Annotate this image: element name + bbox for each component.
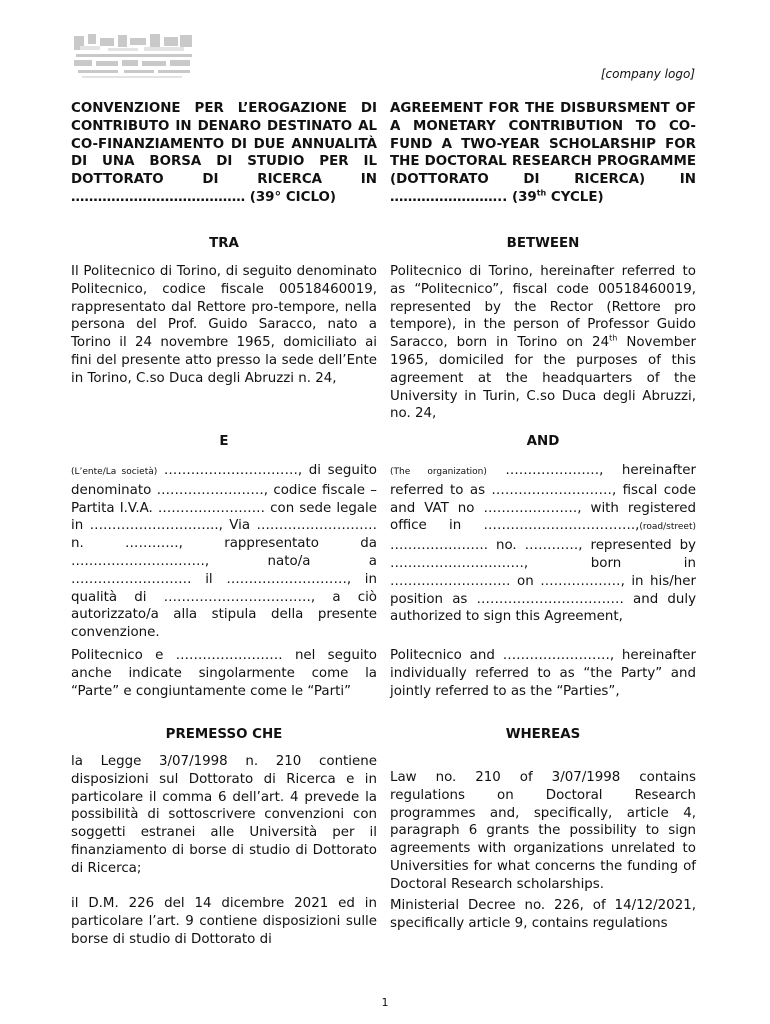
italian-entity-label: (L’ente/La società) (71, 467, 158, 477)
italian-heading-tra: TRA (209, 236, 239, 251)
english-law-paragraph: Law no. 210 of 3/07/1998 contains regulations on Doctoral Research programmes and, specifically, article 4, paragraph 6 grants the possibility to sign agreements with organizations unrelated to Universities for what concerns the funding of Doctoral Research scholarships. (390, 770, 696, 892)
italian-entity-text: …………………………, di seguito denominato ……………………, codice fiscale – Partita I.V.A. …………………… con sede legale in ……………………….., Via ……………………… n. …………, rappresentato da …………………………, nato/a a ……………………… il ………………………, in qualità di ……………………………, a ciò autorizzato/a alla stipula della presente convenzione. (71, 463, 377, 641)
english-organization-text-1: …………………, hereinafter referred to as ………………………, fiscal code and VAT no …………………, with registered office in ……………………………., (390, 463, 696, 534)
english-heading-and: AND (526, 434, 560, 449)
english-heading-between: BETWEEN (506, 236, 580, 251)
english-road-label: (road/street) (639, 522, 696, 533)
english-title-main: AGREEMENT FOR THE DISBURSMENT OF A MONETARY CONTRIBUTION TO CO-FUND A TWO-YEAR SCHOLARSHIP FOR THE DOCTORAL RESEARCH PROGRAMME (DOTTORATO DI RICERCA) IN …………………….. (39 (390, 101, 696, 205)
english-politecnico-text-1: Politecnico di Torino, hereinafter referred to as “Politecnico”, fiscal code 00518460019, represented by the Rector (Rettore pro tempore), in the person of Professor Guido Saracco, born in Torino on 24 (390, 264, 696, 351)
english-politecnico-sup: th (609, 333, 618, 343)
italian-decree-paragraph: il D.M. 226 del 14 dicembre 2021 ed in particolare l’art. 9 contiene disposizioni sulle borse di studio di Dottorato di (71, 896, 377, 947)
english-politecnico-text-2: November 1965, domiciled for the purposes of this agreement at the headquarters of the University in Turin, C.so Duca degli Abruzzi, no. 24, (390, 335, 696, 422)
english-title (390, 100, 696, 207)
page-number: 1 (381, 996, 389, 1009)
english-title-sup: th (536, 188, 547, 198)
italian-title: CONVENZIONE PER L’EROGAZIONE DI CONTRIBUTO IN DENARO DESTINATO AL CO-FINANZIAMENTO DI DUE ANNUALITÀ DI UNA BORSA DI STUDIO PER IL DOTTORATO DI RICERCA IN ………………………………… (39° CICLO) (71, 101, 377, 205)
italian-heading-premesso: PREMESSO CHE (165, 727, 283, 742)
english-heading-whereas: WHEREAS (505, 727, 581, 742)
english-organization-text-2: …………………. no. …………, represented by …………………………, born in ……………………… on ………………, in his/her position as …………………………… and duly authorized to sign this Agreement, (390, 538, 696, 625)
english-decree-paragraph: Ministerial Decree no. 226, of 14/12/2021, specifically article 9, contains regulations (390, 898, 696, 931)
english-organization-paragraph (390, 462, 696, 626)
english-title-end: CYCLE) (546, 189, 604, 205)
english-politecnico-paragraph (390, 263, 696, 423)
italian-law-paragraph: la Legge 3/07/1998 n. 210 contiene disposizioni sul Dottorato di Ricerca e in particolare il comma 6 dell’art. 4 prevede la possibilità di sottoscrivere convenzioni con soggetti estranei alle Università per il finanziamento di borse di studio di Dottorato di Ricerca; (71, 754, 377, 876)
italian-parties-paragraph: Politecnico e …………………… nel seguito anche indicate singolarmente come la “Parte” e congiuntamente come le “Parti” (71, 648, 377, 699)
english-organization-label: (The organization) (390, 467, 487, 477)
company-logo-image (72, 32, 196, 80)
italian-entity-paragraph (71, 462, 377, 642)
logo-caption: [company logo] (600, 67, 695, 81)
italian-heading-e: E (219, 434, 229, 449)
english-parties-paragraph: Politecnico and ……………………, hereinafter individually referred to as “the Party” and jointly referred to as the “Parties”, (390, 648, 696, 699)
italian-politecnico-paragraph: Il Politecnico di Torino, di seguito denominato Politecnico, codice fiscale 00518460019, rappresentato dal Rettore pro-tempore, nella persona del Prof. Guido Saracco, nato a Torino il 24 novembre 1965, domiciliato ai fini del presente atto presso la sede dell’Ente in Torino, C.so Duca degli Abruzzi n. 24, (71, 264, 377, 386)
